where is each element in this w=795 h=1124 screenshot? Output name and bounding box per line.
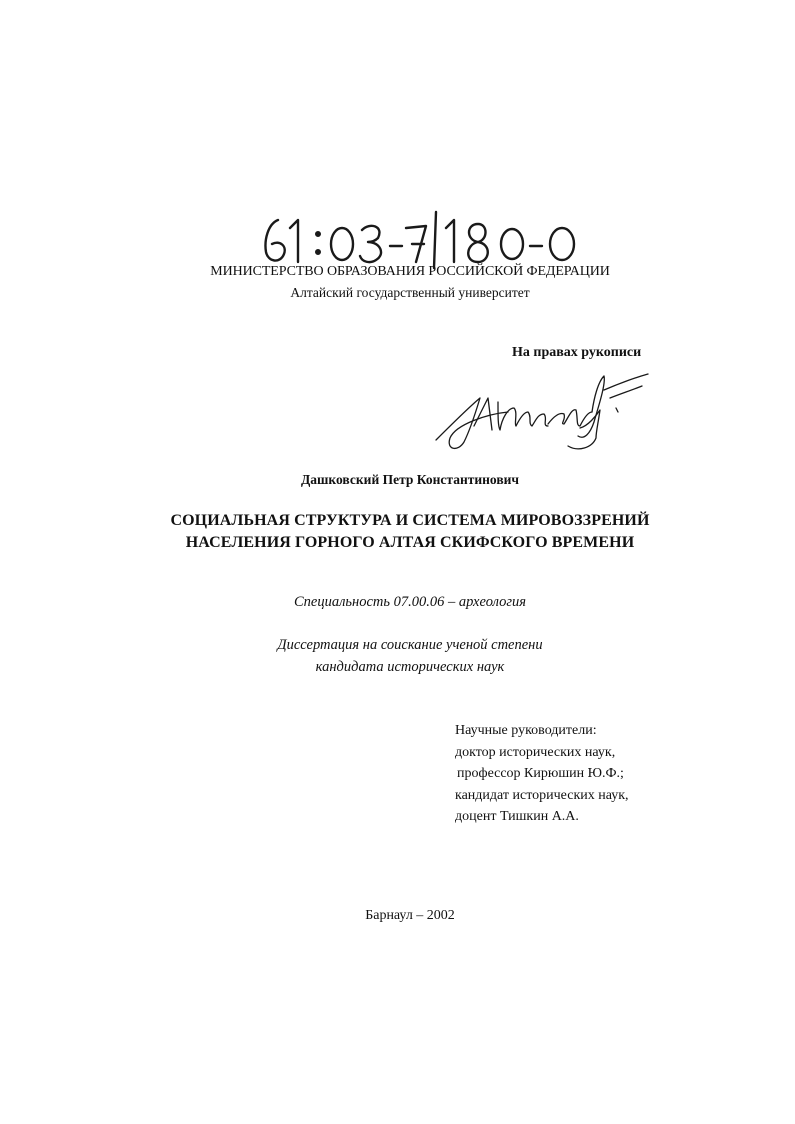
author-name: Дашковский Петр Константинович <box>300 472 520 487</box>
dissertation-title-line-2: НАСЕЛЕНИЯ ГОРНОГО АЛТАЯ СКИФСКОГО ВРЕМЕНИ <box>185 534 635 551</box>
city-year: Барнаул – 2002 <box>365 908 455 923</box>
supervisor-2-degree: кандидат исторических наук, <box>455 787 629 803</box>
dissertation-title-line-1: СОЦИАЛЬНАЯ СТРУКТУРА И СИСТЕМА МИРОВОЗЗРЕНИЙ <box>170 512 650 529</box>
supervisor-1-degree: доктор исторических наук, <box>455 744 616 760</box>
degree-line-1: Диссертация на соискание ученой степени <box>277 637 543 653</box>
ministry-heading: МИНИСТЕРСТВО ОБРАЗОВАНИЯ РОССИЙСКОЙ ФЕДЕРАЦИИ <box>210 264 610 279</box>
supervisors-heading: Научные руководители: <box>455 723 597 738</box>
supervisor-1-name: профессор Кирюшин Ю.Ф.; <box>457 766 624 781</box>
handwritten-catalog-number-icon <box>250 206 580 272</box>
university-name: Алтайский государственный университет <box>290 285 530 300</box>
supervisor-2-name: доцент Тишкин А.А. <box>455 809 579 824</box>
author-signature-icon <box>428 368 658 468</box>
degree-line-2: кандидата исторических наук <box>315 659 505 675</box>
manuscript-rights-note: На правах рукописи <box>512 345 642 360</box>
supervisors-block <box>455 720 629 828</box>
specialty-line: Специальность 07.00.06 – археология <box>293 594 527 610</box>
